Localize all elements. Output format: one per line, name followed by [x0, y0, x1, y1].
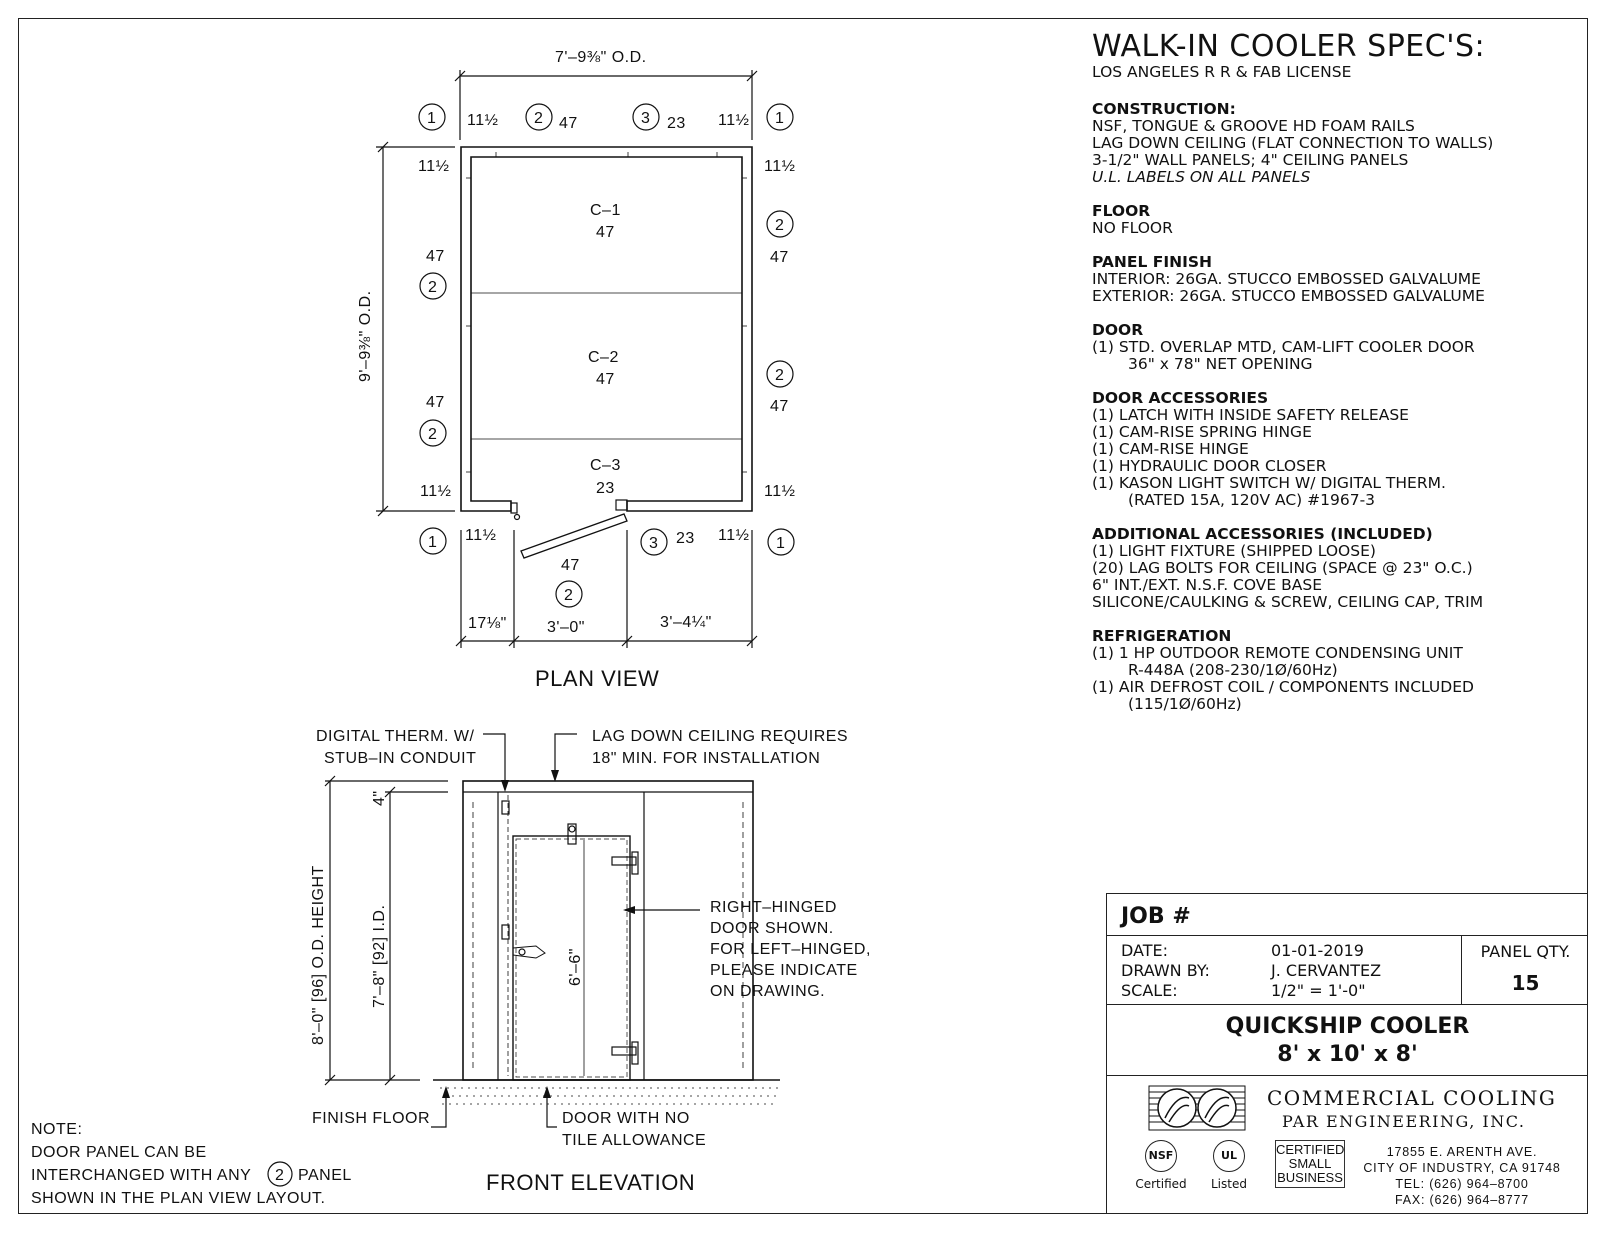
od-depth-label: 9'–9⅜" O.D.	[357, 290, 374, 382]
spec-line: (1) CAM-RISE HINGE	[1092, 440, 1249, 458]
door-tile-label-2: TILE ALLOWANCE	[562, 1132, 707, 1149]
dim-label: 11½	[718, 527, 750, 544]
spec-line: (1) LIGHT FIXTURE (SHIPPED LOOSE)	[1092, 542, 1376, 560]
spec-line: (1) HYDRAULIC DOOR CLOSER	[1092, 457, 1327, 475]
company-subname: PAR ENGINEERING, INC.	[1282, 1112, 1526, 1131]
spec-line: (1) CAM-RISE SPRING HINGE	[1092, 423, 1312, 441]
note-line-2: DOOR PANEL CAN BE	[31, 1144, 207, 1161]
section-heading: PANEL FINISH	[1092, 253, 1212, 271]
callout-3: 3	[649, 535, 659, 552]
csb-line: BUSINESS	[1277, 1170, 1343, 1185]
dim-label: 47	[559, 115, 578, 132]
door-height-label: 6'–6"	[567, 948, 584, 986]
model-name	[1107, 1004, 1588, 1076]
section-heading: DOOR ACCESSORIES	[1092, 389, 1269, 407]
dim-label: 11½	[764, 158, 796, 175]
company-logo-icon	[1147, 1084, 1247, 1134]
spec-line: EXTERIOR: 26GA. STUCCO EMBOSSED GALVALUME	[1092, 287, 1485, 305]
ul-badge-icon: UL	[1213, 1140, 1245, 1172]
callout-2: 2	[775, 217, 785, 234]
spec-line: (115/1Ø/60Hz)	[1128, 695, 1242, 713]
ceiling-thickness-label: 4"	[371, 790, 388, 806]
od-width-label: 7'–9⅜" O.D.	[555, 49, 647, 66]
therm-label-2: STUB–IN CONDUIT	[324, 750, 477, 767]
door-section	[1092, 322, 1582, 373]
scale-label: SCALE:	[1121, 981, 1178, 1000]
date-label: DATE:	[1121, 941, 1169, 960]
note-line-1: NOTE:	[31, 1121, 83, 1138]
drawing-info	[1107, 936, 1461, 1004]
door-accessories-section	[1092, 390, 1582, 509]
dim-left: 17⅛"	[468, 615, 507, 632]
note-line-4: SHOWN IN THE PLAN VIEW LAYOUT.	[31, 1190, 326, 1207]
od-height-label: 8'–0" [96] O.D. HEIGHT	[310, 865, 327, 1045]
dim-label: 47	[426, 394, 445, 411]
note-line-3b: PANEL	[298, 1167, 352, 1184]
panel-finish-section	[1092, 254, 1582, 305]
spec-line: NO FLOOR	[1092, 219, 1173, 237]
fax-line: FAX: (626) 964–8777	[1394, 1193, 1530, 1207]
company-name: COMMERCIAL COOLING	[1267, 1086, 1557, 1110]
panel-qty-label: PANEL QTY.	[1480, 942, 1571, 961]
date-value: 01-01-2019	[1271, 941, 1364, 960]
cell-c3: C–3	[590, 457, 621, 474]
cell-c2: C–2	[588, 349, 619, 366]
callout-1: 1	[428, 534, 438, 551]
callout-1: 1	[427, 110, 437, 127]
plan-view	[357, 49, 795, 691]
spec-line: LAG DOWN CEILING (FLAT CONNECTION TO WALLS)	[1092, 134, 1494, 152]
section-heading: FLOOR	[1092, 202, 1151, 220]
note-callout: 2	[275, 1167, 285, 1184]
spec-line: (20) LAG BOLTS FOR CEILING (SPACE @ 23" O.C.)	[1092, 559, 1473, 577]
cell-c1-value: 47	[596, 224, 615, 241]
lag-label-2: 18" MIN. FOR INSTALLATION	[592, 750, 821, 767]
job-number: JOB #	[1107, 894, 1588, 936]
construction-section	[1092, 101, 1582, 186]
callout-2: 2	[534, 110, 544, 127]
spec-line: R-448A (208-230/1Ø/60Hz)	[1128, 661, 1338, 679]
spec-line: 6" INT./EXT. N.S.F. COVE BASE	[1092, 576, 1322, 594]
finish-floor-label: FINISH FLOOR	[312, 1110, 431, 1127]
dim-label: 11½	[418, 158, 450, 175]
panel-qty-value: 15	[1511, 971, 1540, 995]
spec-subtitle: LOS ANGELES R R & FAB LICENSE	[1092, 63, 1352, 81]
hinge-note-4: PLEASE INDICATE	[710, 962, 858, 979]
spec-line: SILICONE/CAULKING & SCREW, CEILING CAP, TRIM	[1092, 593, 1484, 611]
dim-right: 3'–4¼"	[660, 614, 712, 631]
csb-line: CERTIFIED	[1276, 1142, 1345, 1157]
hinge-note-3: FOR LEFT–HINGED,	[710, 941, 871, 958]
spec-line: INTERIOR: 26GA. STUCCO EMBOSSED GALVALUME	[1092, 270, 1481, 288]
lag-label-1: LAG DOWN CEILING REQUIRES	[592, 728, 849, 745]
therm-label-1: DIGITAL THERM. W/	[316, 728, 475, 745]
cell-c3-value: 23	[596, 480, 615, 497]
spec-line: (1) 1 HP OUTDOOR REMOTE CONDENSING UNIT	[1092, 644, 1463, 662]
spec-sheet	[1092, 30, 1582, 730]
title-block	[1106, 893, 1588, 1214]
dim-label: 11½	[420, 483, 452, 500]
model-line-1: QUICKSHIP COOLER	[1225, 1014, 1470, 1039]
ul-label: Listed	[1211, 1177, 1247, 1191]
dim-label: 47	[770, 398, 789, 415]
address-line: 17855 E. ARENTH AVE.	[1386, 1145, 1538, 1159]
drawn-by-label: DRAWN BY:	[1121, 961, 1210, 980]
spec-line: 3-1/2" WALL PANELS; 4" CEILING PANELS	[1092, 151, 1409, 169]
id-height-label: 7'–8" [92] I.D.	[371, 904, 388, 1008]
hinge-note-2: DOOR SHOWN.	[710, 920, 834, 937]
callout-2: 2	[428, 426, 438, 443]
spec-line: (1) LATCH WITH INSIDE SAFETY RELEASE	[1092, 406, 1409, 424]
section-heading: CONSTRUCTION:	[1092, 100, 1236, 118]
address-line: CITY OF INDUSTRY, CA 91748	[1363, 1161, 1561, 1175]
refrigeration-section	[1092, 628, 1582, 713]
additional-accessories-section	[1092, 526, 1582, 611]
spec-line: 36" x 78" NET OPENING	[1128, 355, 1313, 373]
dim-label: 23	[667, 115, 686, 132]
callout-3: 3	[641, 110, 651, 127]
callout-2: 2	[428, 279, 438, 296]
spec-line: (1) STD. OVERLAP MTD, CAM-LIFT COOLER DOOR	[1092, 338, 1475, 356]
spec-line: U.L. LABELS ON ALL PANELS	[1092, 168, 1311, 186]
dim-label: 11½	[764, 483, 796, 500]
spec-title: WALK-IN COOLER SPEC'S:	[1092, 29, 1486, 64]
dim-door: 3'–0"	[547, 619, 585, 636]
door-tile-label-1: DOOR WITH NO	[562, 1110, 690, 1127]
panel-qty	[1461, 936, 1589, 1004]
section-heading: REFRIGERATION	[1092, 627, 1232, 645]
callout-2: 2	[564, 587, 574, 604]
model-line-2: 8' x 10' x 8'	[1277, 1042, 1418, 1067]
cell-c1: C–1	[590, 202, 621, 219]
certified-small-business-badge	[1275, 1140, 1345, 1188]
csb-line: SMALL	[1288, 1156, 1332, 1171]
cell-c2-value: 47	[596, 371, 615, 388]
plan-view-title: PLAN VIEW	[535, 666, 660, 691]
nsf-badge-icon: NSF	[1145, 1140, 1177, 1172]
section-heading: ADDITIONAL ACCESSORIES (INCLUDED)	[1092, 525, 1433, 543]
note	[31, 1121, 352, 1207]
spec-line: NSF, TONGUE & GROOVE HD FOAM RAILS	[1092, 117, 1415, 135]
front-elevation	[310, 728, 871, 1195]
dim-label: 11½	[718, 112, 750, 129]
nsf-label: Certified	[1135, 1177, 1187, 1191]
note-line-3a: INTERCHANGED WITH ANY	[31, 1167, 252, 1184]
drawn-by-value: J. CERVANTEZ	[1271, 961, 1382, 980]
dim-label: 47	[770, 249, 789, 266]
dim-label: 11½	[465, 527, 497, 544]
front-elevation-title: FRONT ELEVATION	[486, 1170, 696, 1195]
dim-label: 47	[426, 248, 445, 265]
spec-line: (1) KASON LIGHT SWITCH W/ DIGITAL THERM.	[1092, 474, 1446, 492]
callout-2: 2	[775, 367, 785, 384]
dim-label: 23	[676, 530, 695, 547]
company-address	[1357, 1144, 1567, 1208]
callout-1: 1	[776, 535, 786, 552]
spec-line: (1) AIR DEFROST COIL / COMPONENTS INCLUDED	[1092, 678, 1474, 696]
spec-line: (RATED 15A, 120V AC) #1967-3	[1128, 491, 1376, 509]
callout-1: 1	[775, 110, 785, 127]
dim-label: 47	[561, 557, 580, 574]
hinge-note-1: RIGHT–HINGED	[710, 899, 837, 916]
hinge-note-5: ON DRAWING.	[710, 983, 826, 1000]
section-heading: DOOR	[1092, 321, 1144, 339]
phone-line: TEL: (626) 964–8700	[1395, 1177, 1529, 1191]
floor-section	[1092, 203, 1582, 237]
dim-label: 11½	[467, 112, 499, 129]
scale-value: 1/2" = 1'-0"	[1271, 981, 1366, 1000]
